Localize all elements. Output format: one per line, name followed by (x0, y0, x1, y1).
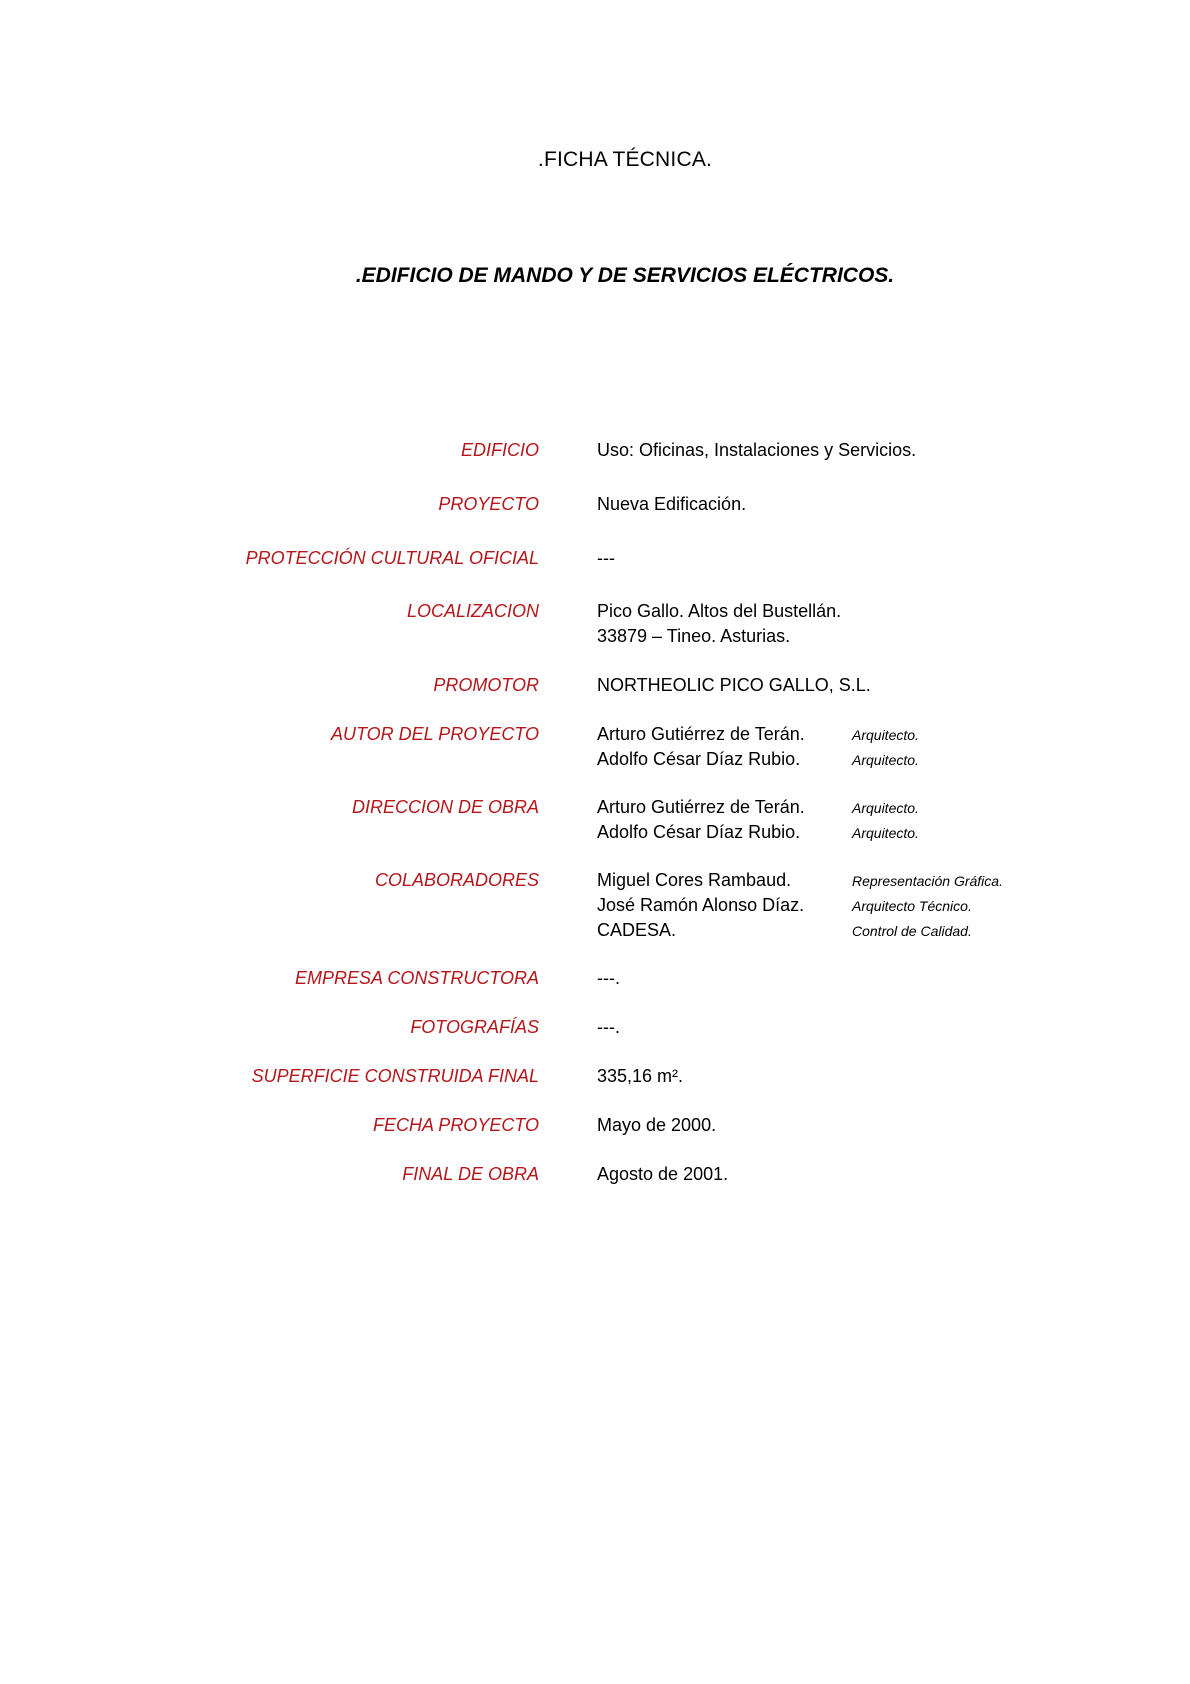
field-value-line (597, 1113, 1177, 1138)
document-subtitle: .EDIFICIO DE MANDO Y DE SERVICIOS ELÉCTRICOS. (355, 264, 895, 287)
field-label: EDIFICIO (460, 440, 539, 460)
field-value-line (597, 599, 1177, 624)
field-value-line (597, 918, 1177, 943)
field-label: AUTOR DEL PROYECTO (330, 724, 539, 744)
field-label: FECHA PROYECTO (372, 1115, 539, 1135)
field-label: COLABORADORES (374, 870, 539, 890)
field-label: DIRECCION DE OBRA (351, 797, 539, 817)
field-value: 335,16 m². (597, 1066, 684, 1086)
field-value: ---. (597, 968, 620, 988)
person-name: Arturo Gutiérrez de Terán. (597, 797, 805, 817)
field-value: ---. (597, 1017, 620, 1037)
field-value: 33879 – Tineo. Asturias. (597, 626, 791, 646)
field-value-line (597, 1064, 1177, 1089)
field-value-line (597, 1162, 1177, 1187)
field-value: NORTHEOLIC PICO GALLO, S.L. (597, 675, 871, 695)
person-role: Arquitecto. (852, 727, 919, 743)
person-name: Adolfo César Díaz Rubio. (597, 749, 801, 769)
field-value-line (597, 546, 1177, 571)
field-value: Agosto de 2001. (597, 1164, 729, 1184)
person-role: Control de Calidad. (852, 923, 972, 939)
field-value: Pico Gallo. Altos del Bustellán. (597, 601, 842, 621)
person-role: Arquitecto. (852, 752, 919, 768)
field-value-line (597, 820, 1177, 845)
person-name: Miguel Cores Rambaud. (597, 870, 792, 890)
field-label: FINAL DE OBRA (402, 1164, 539, 1184)
field-value: Mayo de 2000. (597, 1115, 717, 1135)
field-label: FOTOGRAFÍAS (410, 1017, 539, 1037)
person-role: Arquitecto Técnico. (852, 898, 972, 914)
person-role: Representación Gráfica. (852, 873, 1003, 889)
field-label: PROMOTOR (433, 675, 539, 695)
field-value-line (597, 966, 1177, 991)
person-role: Arquitecto. (852, 825, 919, 841)
field-value: Uso: Oficinas, Instalaciones y Servicios. (597, 440, 917, 460)
field-label: EMPRESA CONSTRUCTORA (294, 968, 539, 988)
person-name: José Ramón Alonso Díaz. (597, 895, 805, 915)
field-value-line (597, 492, 1177, 517)
field-label: PROTECCIÓN CULTURAL OFICIAL (245, 548, 539, 568)
field-value-line (597, 868, 1177, 893)
field-value-line (597, 673, 1177, 698)
field-value-line (597, 747, 1177, 772)
field-value-line (597, 1015, 1177, 1040)
field-value-line (597, 893, 1177, 918)
field-value-line (597, 438, 1177, 463)
field-value: Nueva Edificación. (597, 494, 747, 514)
field-label: LOCALIZACION (406, 601, 539, 621)
field-value-line (597, 795, 1177, 820)
field-label: SUPERFICIE CONSTRUIDA FINAL (251, 1066, 539, 1086)
person-name: Adolfo César Díaz Rubio. (597, 822, 801, 842)
person-name: CADESA. (597, 920, 677, 940)
person-role: Arquitecto. (852, 800, 919, 816)
field-value-line (597, 624, 1177, 649)
document-title: .FICHA TÉCNICA. (537, 148, 713, 171)
field-value: --- (597, 548, 615, 568)
field-label: PROYECTO (438, 494, 539, 514)
field-value-line (597, 722, 1177, 747)
person-name: Arturo Gutiérrez de Terán. (597, 724, 805, 744)
